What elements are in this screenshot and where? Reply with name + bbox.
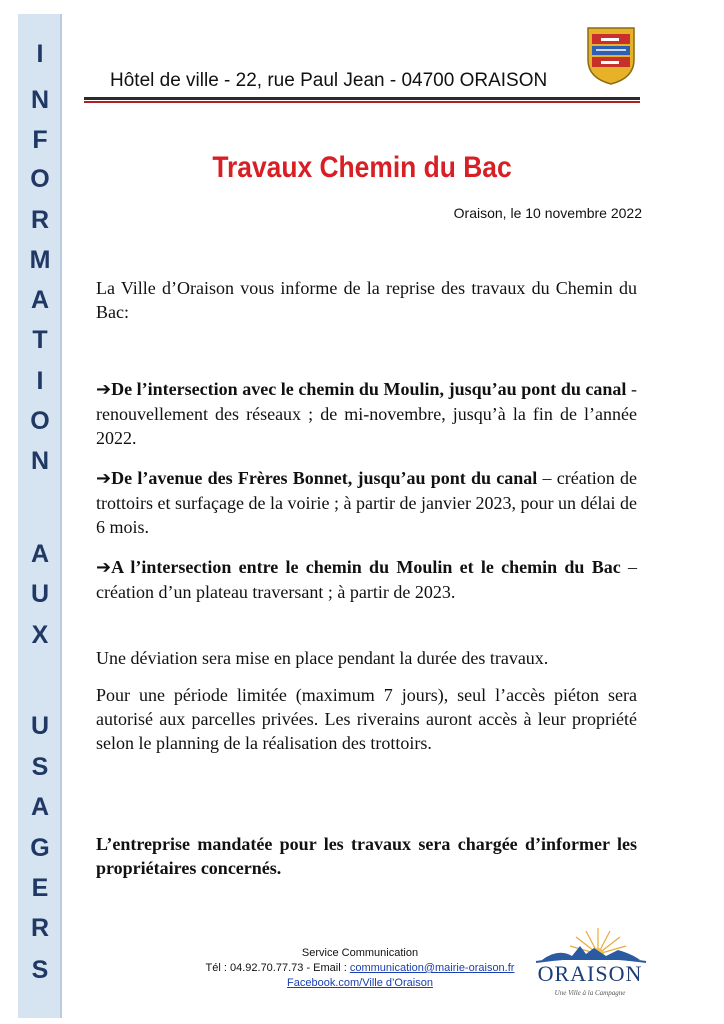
sidebar-letter: R (30, 914, 50, 942)
deviation-paragraph: Une déviation sera mise en place pendant la durée des travaux. (96, 648, 549, 668)
header-rule (84, 97, 640, 100)
footer-contact-line (200, 961, 520, 976)
limited-access-paragraph: Pour une période limitée (maximum 7 jours), seul l’accès piéton sera autorisé aux parcelles privées. Les riverains auront accès à leur propriété selon le planning de la réalisation des trottoirs. (96, 685, 637, 753)
sidebar-letter: M (29, 246, 51, 274)
facebook-link[interactable]: Facebook.com/Ville d’Oraison (287, 977, 433, 989)
town-hall-address: Hôtel de ville - 22, rue Paul Jean - 04700 ORAISON (110, 70, 548, 91)
work-item-1 (96, 377, 637, 450)
sidebar-letter: S (31, 753, 49, 781)
logo-name: ORAISON (537, 961, 643, 986)
sidebar-letter: N (30, 447, 50, 475)
sidebar-letter: X (31, 621, 49, 649)
closing-paragraph: L’entreprise mandatée pour les travaux sera chargée d’informer les propriétaires concernés. (96, 834, 637, 878)
sidebar-letter: O (30, 407, 50, 435)
footer-service: Service Communication (301, 947, 419, 959)
work-item-location: De l’intersection avec le chemin du Moulin, jusqu’au pont du canal (111, 379, 627, 399)
work-item-detail: - renouvellement des réseaux ; de mi-novembre, jusqu’à la fin de l’année 2022. (96, 379, 637, 448)
work-item-location: De l’avenue des Frères Bonnet, jusqu’au pont du canal (111, 468, 538, 488)
document-date: Oraison, le 10 novembre 2022 (453, 205, 642, 221)
sidebar-letter: A (30, 286, 50, 314)
footer-phone: Tél : 04.92.70.77.73 - Email : (205, 962, 350, 974)
intro-paragraph: La Ville d’Oraison vous informe de la reprise des travaux du Chemin du Bac: (96, 278, 637, 322)
work-item-2 (96, 466, 637, 539)
sidebar-letter: A (30, 540, 50, 568)
sidebar-letter: I (36, 367, 44, 395)
header-rule-accent (84, 101, 640, 103)
sidebar-letter: N (30, 86, 50, 114)
work-item-detail: – création d’un plateau traversant ; à partir de 2023. (96, 557, 637, 602)
sidebar-letter: I (36, 40, 44, 68)
arrow-icon: ➔ (96, 379, 112, 400)
sidebar-letter: S (31, 956, 49, 984)
arrow-icon: ➔ (96, 557, 112, 578)
contact-footer (200, 946, 520, 991)
work-item-location: A l’intersection entre le chemin du Moulin et le chemin du Bac (111, 557, 621, 577)
sidebar-letter: E (31, 874, 49, 902)
work-item-3 (96, 555, 637, 604)
info-usagers-sidebar (18, 14, 62, 1018)
sidebar-letter: U (30, 712, 50, 740)
sidebar-letter: R (30, 206, 50, 234)
town-crest-icon (586, 26, 636, 86)
sidebar-letter: O (30, 165, 50, 193)
work-item-detail: – création de trottoirs et surfaçage de la voirie ; à partir de janvier 2023, pour un délai de 6 mois. (96, 468, 637, 537)
page-title: Travaux Chemin du Bac (212, 151, 512, 184)
sidebar-letter: U (30, 580, 50, 608)
sidebar-letter: G (30, 834, 50, 862)
logo-tagline: Une Ville à la Campagne (554, 989, 626, 997)
arrow-icon: ➔ (96, 468, 112, 489)
sidebar-letter: T (32, 326, 48, 354)
sidebar-letter: A (30, 793, 50, 821)
email-link[interactable]: communication@mairie-oraison.fr (349, 962, 515, 974)
sidebar-letter: F (32, 126, 48, 154)
